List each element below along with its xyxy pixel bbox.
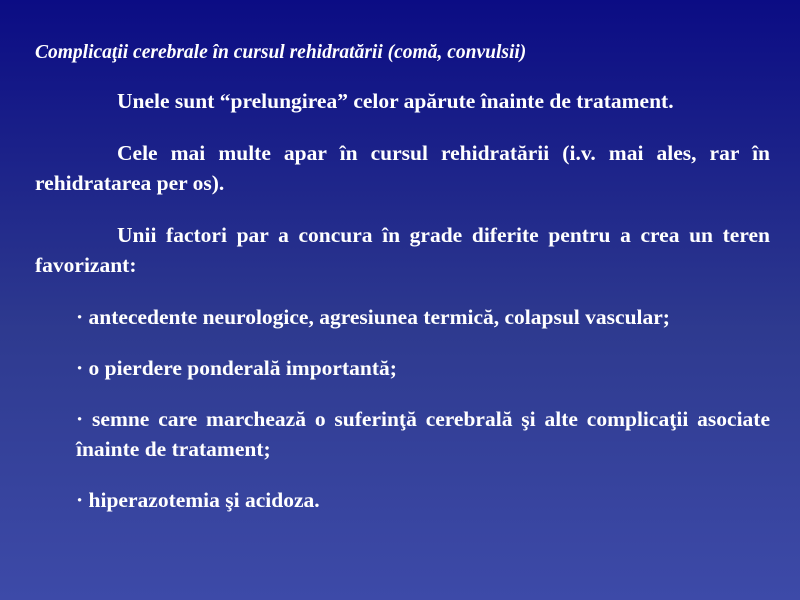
bullet-text: semne care marchează o suferinţă cerebrală şi alte complicaţii asociate înainte de tratament;	[76, 407, 770, 461]
bullet-text: antecedente neurologice, agresiunea termică, colapsul vascular;	[88, 305, 670, 329]
bullet-dot-icon: ·	[76, 407, 84, 431]
bullet-item	[35, 302, 770, 332]
bullet-item	[35, 353, 770, 383]
bullet-text: o pierdere ponderală importantă;	[88, 356, 397, 380]
slide-title: Complicaţii cerebrale în cursul rehidratării (comă, convulsii)	[35, 42, 527, 63]
bullet-text: hiperazotemia şi acidoza.	[88, 488, 320, 512]
slide-content	[35, 40, 770, 585]
bullet-item	[35, 404, 770, 464]
bullet-dot-icon: ·	[76, 305, 84, 329]
bullet-item	[35, 485, 770, 515]
bullet-list	[35, 302, 770, 515]
bullet-dot-icon: ·	[76, 356, 84, 380]
paragraph-rehidratare: Cele mai multe apar în cursul rehidratării (i.v. mai ales, rar în rehidratarea per os).	[35, 141, 770, 195]
paragraph-prelungirea: Unele sunt “prelungirea” celor apărute înainte de tratament.	[117, 89, 674, 113]
paragraph-factori: Unii factori par a concura în grade diferite pentru a crea un teren favorizant:	[35, 223, 770, 277]
bullet-dot-icon: ·	[76, 488, 84, 512]
